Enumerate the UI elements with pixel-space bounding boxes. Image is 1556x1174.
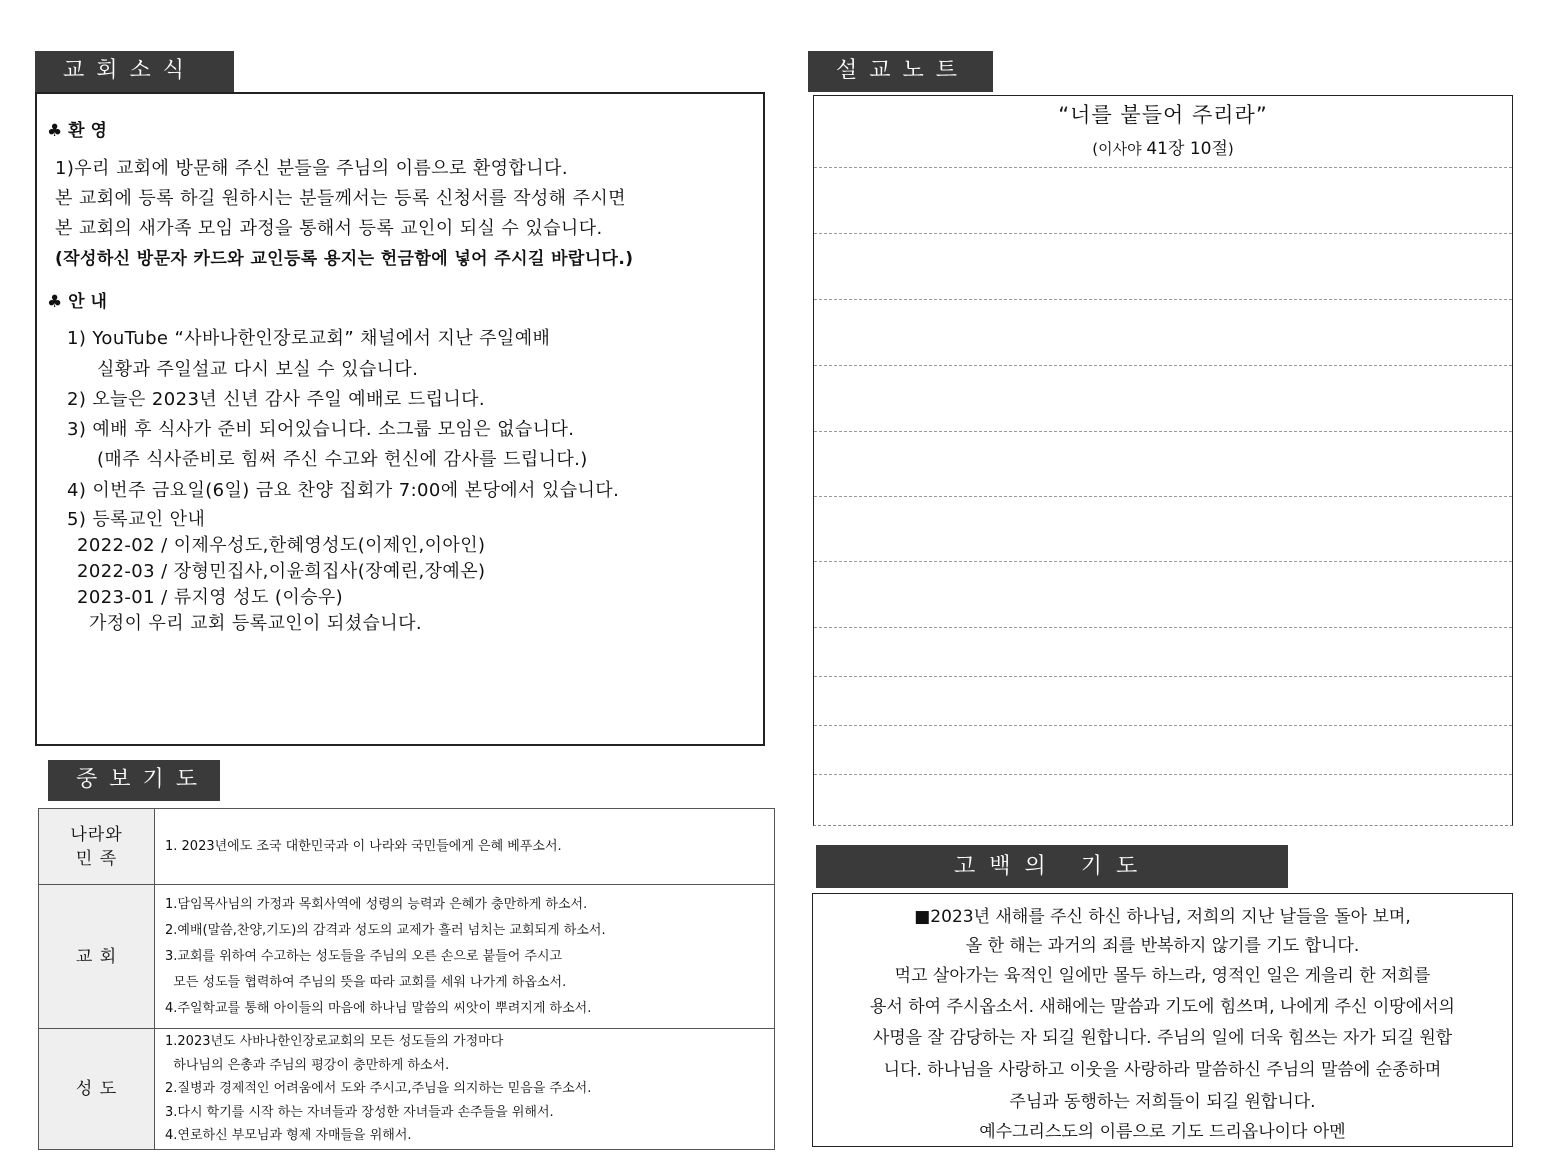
note-line [814, 299, 1512, 300]
prayer-line: 먹고 살아가는 육적인 일에만 몰두 하느라, 영적인 일은 게을리 한 저희를 [894, 966, 1431, 986]
prayer-item: 모든 성도들 협력하여 주님의 뜻을 따라 교회를 세워 나가게 하옵소서. [165, 974, 567, 990]
category-cell [39, 1029, 155, 1150]
church-news-panel [35, 92, 765, 746]
sermon-note-panel [813, 95, 1513, 826]
prayer-line: 예수그리스도의 이름으로 기도 드리옵나이다 아멘 [979, 1122, 1346, 1142]
note-line [814, 627, 1512, 628]
prayer-line: 사명을 잘 감당하는 자 되길 원합니다. 주님의 일에 더욱 힘쓰는 자가 되길 원합 [872, 1028, 1453, 1048]
note-line [814, 233, 1512, 234]
prayer-line: 용서 하여 주시옵소서. 새해에는 말씀과 기도에 힘쓰며, 나에게 주신 이땅에서의 [870, 997, 1455, 1017]
prayer-line: 니다. 하나님을 사랑하고 이웃을 사랑하라 말씀하신 주님의 말씀에 순종하며 [883, 1060, 1442, 1080]
intercession-table [38, 808, 775, 1150]
note-line [814, 774, 1512, 775]
note-line [814, 496, 1512, 497]
prayer-line: 주님과 동행하는 저희들이 되길 원합니다. [1009, 1092, 1316, 1112]
prayer-item: 4.연로하신 부모님과 형제 자매들을 위해서. [165, 1128, 412, 1144]
prayer-item: 2.예배(말씀,찬양,기도)의 감격과 성도의 교제가 흘러 넘치는 교회되게 하소서. [165, 922, 606, 938]
prayer-line: 올 한 해는 과거의 죄를 반복하지 않기를 기도 합니다. [965, 936, 1360, 956]
scripture-reference [814, 134, 1512, 159]
info-line: 3) 예배 후 식사가 준비 되어있습니다. 소그룹 모임은 없습니다. [67, 419, 575, 440]
table-row [39, 1029, 775, 1150]
sermon-title: “너를 붙들어 주리라” [1058, 103, 1268, 127]
table-row [39, 809, 775, 885]
prayer-item: 1.담임목사님의 가정과 목회사역에 성령의 능력과 은혜가 충만하게 하소서. [165, 896, 588, 912]
prayer-items-cell [155, 885, 775, 1029]
prayer-item: 1. 2023년에도 조국 대한민국과 이 나라와 국민들에게 은혜 베푸소서. [165, 838, 562, 854]
welcome-line: 본 교회에 등록 하길 원하시는 분들께서는 등록 신청서를 작성해 주시면 [55, 188, 626, 209]
category-label: 나라와 [70, 824, 123, 845]
welcome-note: (작성하신 방문자 카드와 교인등록 용지는 헌금함에 넣어 주시길 바랍니다.) [55, 249, 634, 269]
prayer-line: ■2023년 새해를 주신 하신 하나님, 저희의 지난 날들을 돌아 보며, [914, 907, 1411, 927]
note-line [814, 431, 1512, 432]
scripture-book: (이사야 [1092, 140, 1147, 158]
category-label: 민 족 [75, 848, 118, 869]
confession-prayer-tab: 고백의 기도 [816, 845, 1288, 888]
category-cell [39, 885, 155, 1029]
info-line: 4) 이번주 금요일(6일) 금요 찬양 집회가 7:00에 본당에서 있습니다. [67, 480, 620, 501]
info-line: 5) 등록교인 안내 [67, 509, 206, 530]
category-label: 교 회 [75, 946, 118, 967]
prayer-item: 하나님의 은총과 주님의 평강이 충만하게 하소서. [165, 1057, 450, 1073]
confession-prayer-panel [812, 893, 1513, 1147]
info-line: 2) 오늘은 2023년 신년 감사 주일 예배로 드립니다. [67, 389, 486, 410]
info-line: (매주 식사준비로 힘써 주신 수고와 헌신에 감사를 드립니다.) [97, 449, 588, 470]
info-line: 실황과 주일설교 다시 보실 수 있습니다. [97, 359, 419, 380]
sermon-note-tab: 설교노트 [808, 51, 993, 92]
info-line: 2022-03 / 장형민집사,이윤희집사(장예린,장예온) [77, 561, 486, 582]
info-line: 2022-02 / 이제우성도,한혜영성도(이제인,이아인) [77, 535, 486, 556]
scripture-close: ) [1227, 140, 1234, 158]
info-line: 2023-01 / 류지영 성도 (이승우) [77, 587, 344, 608]
prayer-items-cell [155, 809, 775, 885]
note-line [814, 167, 1512, 168]
note-line [814, 725, 1512, 726]
note-line [814, 676, 1512, 677]
prayer-item: 3.교회를 위하여 수고하는 성도들을 주님의 오른 손으로 붙들어 주시고 [165, 948, 563, 964]
table-row [39, 885, 775, 1029]
church-news-tab: 교회소식 [35, 51, 234, 92]
prayer-item: 3.다시 학기를 시작 하는 자녀들과 장성한 자녀들과 손주들을 위해서. [165, 1104, 554, 1120]
info-line: 1) YouTube “사바나한인장로교회” 채널에서 지난 주일예배 [67, 328, 551, 349]
scripture-verse: 41장 10절 [1146, 139, 1228, 159]
welcome-heading: ♣ 환 영 [47, 121, 107, 141]
note-line [814, 365, 1512, 366]
intercession-tab: 중보기도 [48, 760, 220, 801]
welcome-line: 본 교회의 새가족 모임 과정을 통해서 등록 교인이 되실 수 있습니다. [55, 218, 603, 239]
prayer-item: 2.질병과 경제적인 어려움에서 도와 주시고,주님을 의지하는 믿음을 주소서. [165, 1081, 592, 1097]
prayer-item: 1.2023년도 사바나한인장로교회의 모든 성도들의 가정마다 [165, 1034, 504, 1050]
category-label: 성 도 [75, 1079, 118, 1099]
info-heading: ♣ 안 내 [47, 292, 107, 312]
info-line: 가정이 우리 교회 등록교인이 되셨습니다. [89, 613, 423, 634]
category-cell [39, 809, 155, 885]
welcome-line: 1)우리 교회에 방문해 주신 분들을 주님의 이름으로 환영합니다. [55, 158, 568, 179]
note-line [814, 561, 1512, 562]
prayer-item: 4.주일학교를 통해 아이들의 마음에 하나님 말씀의 씨앗이 뿌려지게 하소서. [165, 1000, 592, 1016]
prayer-items-cell [155, 1029, 775, 1150]
